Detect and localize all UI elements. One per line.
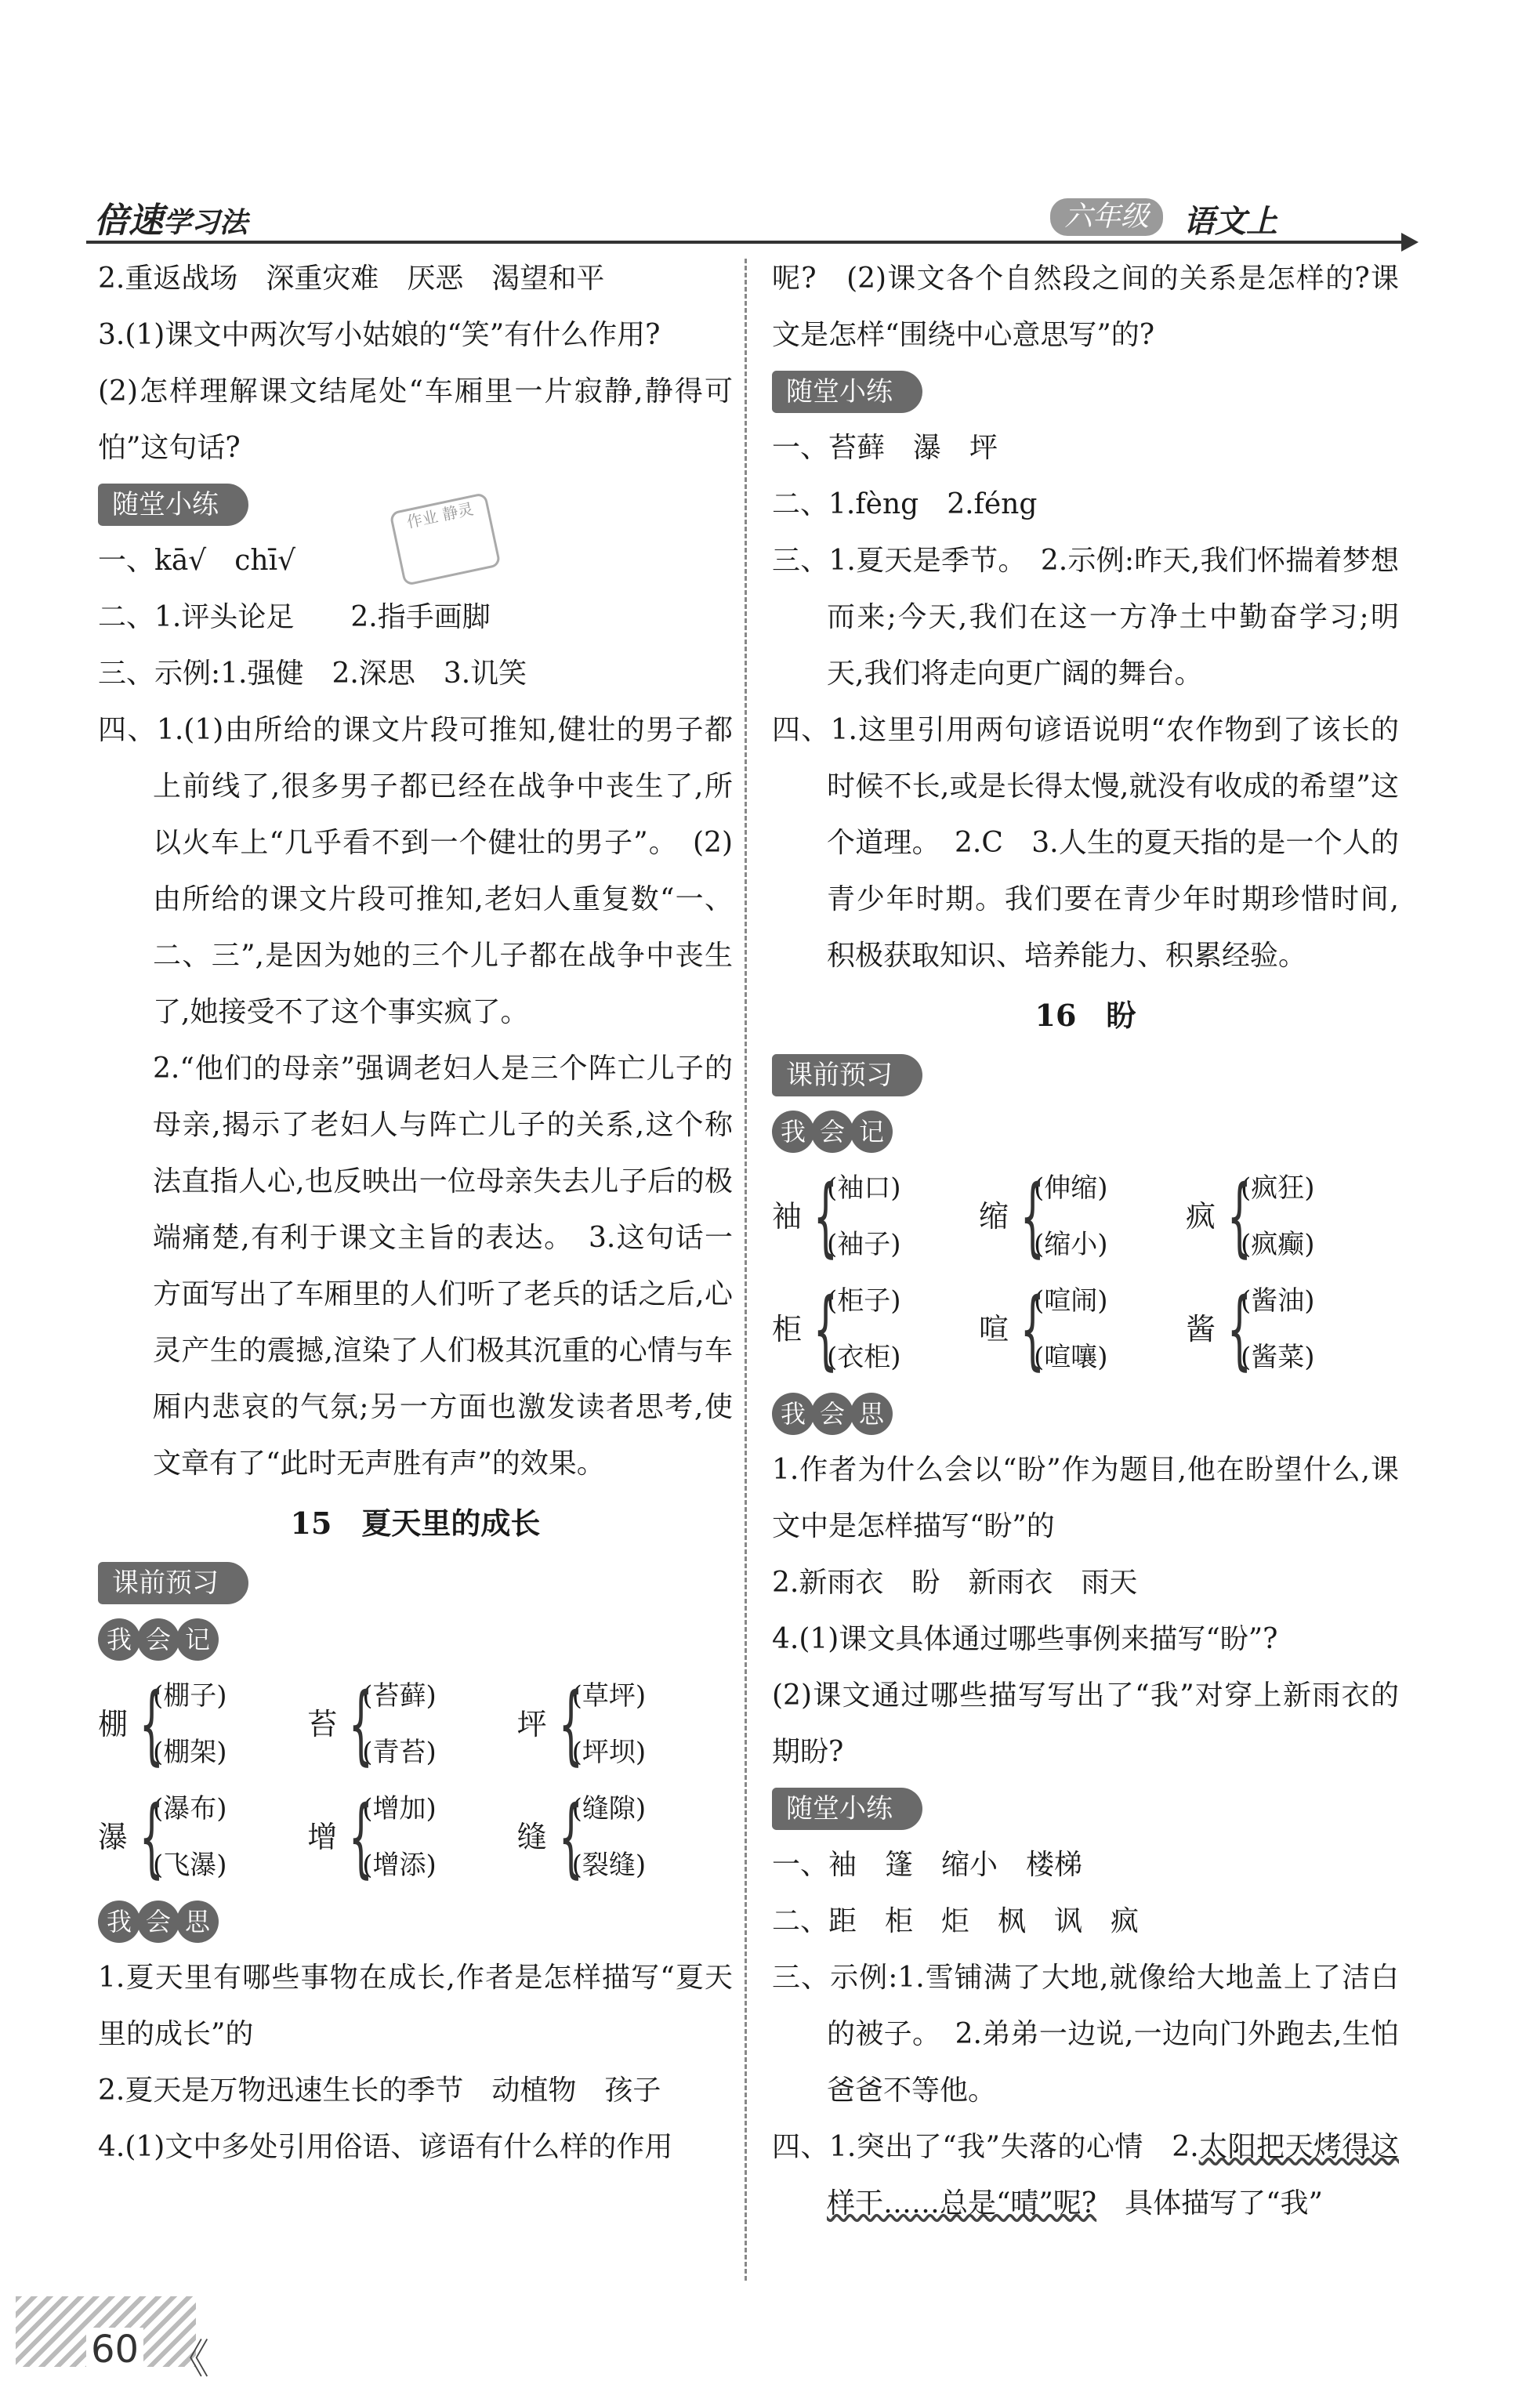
section-badge: 课前预习 (98, 1562, 248, 1604)
section-badge: 课前预习 (772, 1054, 922, 1096)
word: (袖口) (827, 1172, 901, 1204)
word-group (98, 1781, 307, 1893)
word: (瀑布) (153, 1793, 227, 1825)
memory-heading (772, 1111, 890, 1153)
lesson-title: 16 盼 (1035, 998, 1136, 1033)
lesson-title: 15 夏天里的成长 (290, 1506, 541, 1541)
word: (青苔) (362, 1737, 437, 1768)
brace: { (139, 1787, 165, 1887)
word-group (979, 1273, 1186, 1386)
word-groups (98, 1668, 733, 1893)
page-number: 60 (86, 2328, 143, 2372)
char: 瀑 (98, 1820, 129, 1854)
grade-badge: 六年级 (1050, 198, 1163, 236)
section-badge: 随堂小练 (772, 371, 922, 413)
word-group (517, 1781, 727, 1893)
word-group (979, 1160, 1186, 1273)
logo-subtext: 学习法 (163, 207, 248, 239)
logo-text: 倍速 (94, 201, 163, 241)
word: (酱菜) (1241, 1342, 1315, 1373)
char: 酱 (1186, 1312, 1216, 1346)
char: 缩 (979, 1199, 1009, 1234)
section-badge: 随堂小练 (772, 1788, 922, 1830)
brace: { (813, 1166, 839, 1266)
word: (草坪) (571, 1680, 647, 1712)
brace: { (558, 1674, 583, 1774)
circle-char: 思 (176, 1901, 219, 1943)
brace: { (1020, 1166, 1045, 1266)
brace: { (139, 1674, 165, 1774)
word: (袖子) (827, 1229, 901, 1260)
circle-char: 会 (137, 1901, 179, 1943)
word-group (98, 1668, 307, 1781)
answer-line: (2)课文通过哪些描写写出了“我”对穿上新雨衣的期盼? (772, 1680, 1399, 1768)
word: (疯癫) (1241, 1229, 1315, 1260)
section-badge: 随堂小练 (98, 484, 248, 526)
char: 棚 (98, 1707, 129, 1741)
circle-char: 我 (98, 1901, 140, 1943)
char: 疯 (1186, 1199, 1216, 1234)
word-groups (772, 1160, 1399, 1386)
answer-text: 四、1.突出了“我”失落的心情 2. (772, 2131, 1199, 2163)
brace: { (1227, 1166, 1252, 1266)
word: (喧闹) (1034, 1285, 1108, 1317)
word: (伸缩) (1034, 1172, 1108, 1204)
page-footer (16, 2296, 235, 2383)
circle-char: 会 (137, 1618, 179, 1661)
answer-line: 3.(1)课文中两次写小姑娘的“笑”有什么作用? (98, 319, 661, 351)
subject-label: 语文上 (1183, 204, 1277, 240)
word: (飞瀑) (153, 1850, 227, 1881)
circle-char: 我 (772, 1393, 814, 1435)
answer-line: 一、kā√ chī√ (98, 545, 296, 577)
double-chevron-left-icon: 《 (168, 2336, 210, 2383)
answer-line: 2.夏天是万物迅速生长的季节 动植物 孩子 (98, 2075, 661, 2107)
word-group (307, 1781, 516, 1893)
word-group (1186, 1160, 1393, 1273)
brand-logo (94, 192, 248, 242)
circle-char: 会 (811, 1393, 853, 1435)
answer-line: 二、1.评头论足 2.指手画脚 (98, 601, 491, 633)
word: (坪坝) (571, 1737, 647, 1768)
circle-char: 记 (850, 1111, 893, 1153)
word-group (772, 1273, 979, 1386)
word: (缩小) (1034, 1229, 1108, 1260)
brace: { (813, 1279, 839, 1379)
answer-text: 具体描写了“我” (1096, 2187, 1323, 2219)
char: 苔 (307, 1707, 338, 1741)
word: (苔藓) (362, 1680, 437, 1712)
answer-paragraph: 四、1.(1)由所给的课文片段可推知,健壮的男子都上前线了,很多男子都已经在战争中丧生了,所以火车上“几乎看不到一个健壮的男子”。 (2)由所给的课文片段可推知,老妇人重复数“一、二、三”,是因为她的三个儿子都在战争中丧生了,她接受不了这个事实疯了。 (98, 714, 733, 1028)
brace: { (1227, 1279, 1252, 1379)
right-column (772, 251, 1399, 2232)
circle-char: 我 (772, 1111, 814, 1153)
word: (喧嚷) (1034, 1342, 1108, 1373)
answer-line: 4.(1)课文具体通过哪些事例来描写“盼”? (772, 1623, 1278, 1655)
memory-heading (98, 1618, 216, 1661)
underlined-text: 太阳把天烤得这样干……总是“晴”呢? (827, 2131, 1399, 2219)
char: 袖 (772, 1199, 803, 1234)
brace: { (348, 1674, 374, 1774)
char: 喧 (979, 1312, 1009, 1346)
char: 增 (307, 1820, 338, 1854)
circle-char: 会 (811, 1111, 853, 1153)
answer-line: 2.新雨衣 盼 新雨衣 雨天 (772, 1567, 1138, 1599)
answer-line: 2.重返战场 深重灾难 厌恶 渴望和平 (98, 263, 605, 295)
answer-line: 一、袖 篷 缩小 楼梯 (772, 1849, 1083, 1881)
word: (裂缝) (571, 1850, 647, 1881)
word: (增添) (362, 1850, 437, 1881)
char: 坪 (516, 1707, 547, 1741)
word: (酱油) (1241, 1285, 1315, 1317)
word-group (517, 1668, 727, 1781)
answer-paragraph: 三、1.夏天是季节。 2.示例:昨天,我们怀揣着梦想而来;今天,我们在这一方净土中勤奋学习;明天,我们将走向更广阔的舞台。 (772, 545, 1399, 690)
word: (柜子) (827, 1285, 901, 1317)
think-heading (98, 1901, 216, 1943)
circle-char: 记 (176, 1618, 219, 1661)
word-group (1186, 1273, 1393, 1386)
word-group (307, 1668, 516, 1781)
answer-line: 1.夏天里有哪些事物在成长,作者是怎样描写“夏天里的成长”的 (98, 1962, 733, 2050)
word: (疯狂) (1241, 1172, 1315, 1204)
char: 缝 (516, 1820, 547, 1854)
answer-line: 4.(1)文中多处引用俗语、谚语有什么样的作用 (98, 2131, 673, 2163)
answer-line: 呢? (2)课文各个自然段之间的关系是怎样的?课文是怎样“围绕中心意思写”的? (772, 263, 1399, 351)
word: (缝隙) (571, 1793, 647, 1825)
char: 柜 (772, 1312, 803, 1346)
brace: { (558, 1787, 583, 1887)
word: (衣柜) (827, 1342, 901, 1373)
brace: { (1020, 1279, 1045, 1379)
answer-paragraph: 2.“他们的母亲”强调老妇人是三个阵亡儿子的母亲,揭示了老妇人与阵亡儿子的关系,这个称法直指人心,也反映出一位母亲失去儿子后的极端痛楚,有利于课文主旨的表达。 3.这句话一方面写出了车厢里的人们听了老兵的话之后,心灵产生的震撼,渲染了人们极其沉重的心情与车厢内悲哀的气氛;另一方面也激发读者思考,使文章有了“此时无声胜有声”的效果。 (153, 1053, 733, 1480)
answer-paragraph: 四、1.这里引用两句谚语说明“农作物到了该长的时候不长,或是长得太慢,就没有收成的希望”这个道理。 2.C 3.人生的夏天指的是一个人的青少年时期。我们要在青少年时期珍惜时间,积极获取知识、培养能力、积累经验。 (772, 714, 1399, 972)
answer-paragraph (772, 2119, 1399, 2232)
answer-paragraph: 三、示例:1.雪铺满了大地,就像给大地盖上了洁白的被子。 2.弟弟一边说,一边向门外跑去,生怕爸爸不等他。 (772, 1962, 1399, 2107)
word: (棚架) (153, 1737, 227, 1768)
page-header (86, 192, 1411, 255)
header-rule (86, 241, 1411, 244)
circle-char: 我 (98, 1618, 140, 1661)
circle-char: 思 (850, 1393, 893, 1435)
word: (增加) (362, 1793, 437, 1825)
word: (棚子) (153, 1680, 227, 1712)
answer-line: 1.作者为什么会以“盼”作为题目,他在盼望什么,课文中是怎样描写“盼”的 (772, 1454, 1399, 1542)
answer-line: 一、苔藓 瀑 坪 (772, 432, 998, 464)
watermark-stamp: 作业 静灵 (389, 492, 501, 586)
brace: { (348, 1787, 374, 1887)
answer-line: 三、示例:1.强健 2.深思 3.讥笑 (98, 658, 527, 690)
column-divider (745, 259, 747, 2281)
answer-line: 二、1.fèng 2.féng (772, 488, 1038, 520)
answer-line: (2)怎样理解课文结尾处“车厢里一片寂静,静得可怕”这句话? (98, 375, 733, 464)
answer-line: 二、距 柜 炬 枫 讽 疯 (772, 1905, 1140, 1937)
think-heading (772, 1393, 890, 1435)
word-group (772, 1160, 979, 1273)
